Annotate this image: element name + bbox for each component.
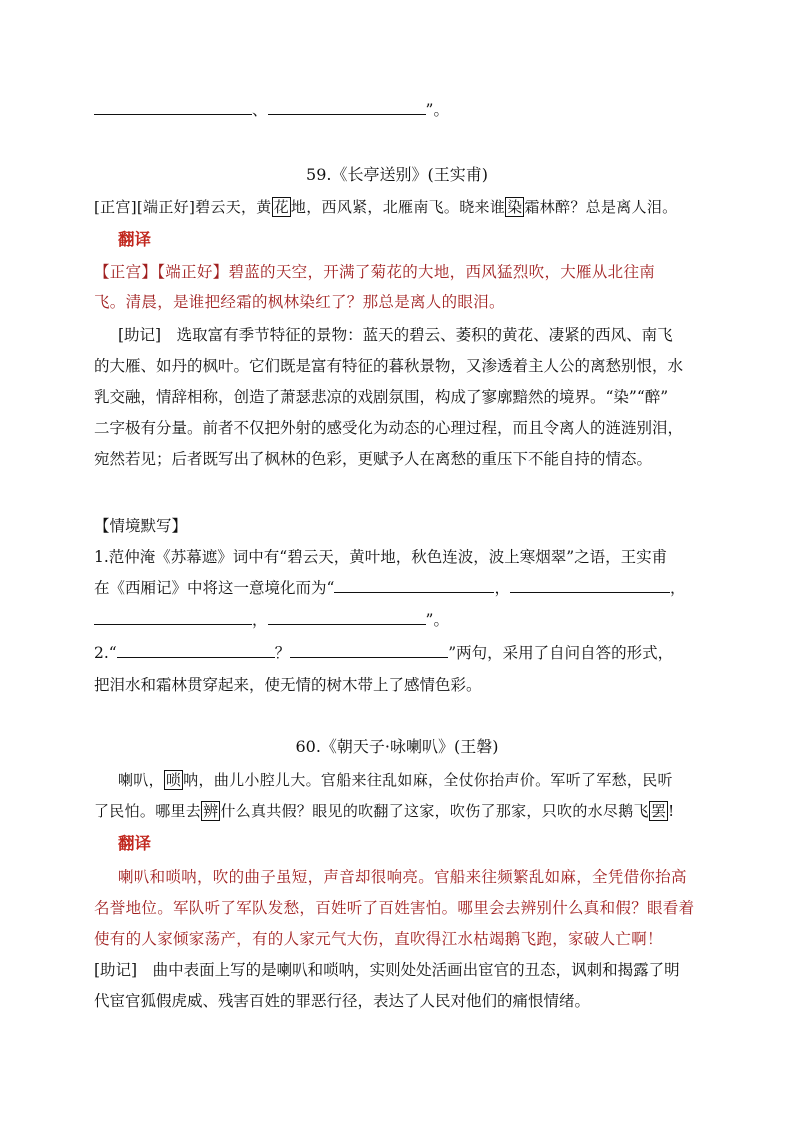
s60-original-text: 喇叭， 唢 呐，曲儿小腔儿大。官船来往乱如麻，全仗你抬声价。军听了军愁，民听 [118,771,673,789]
blank[interactable] [334,578,494,593]
boxed-char: 染 [507,198,523,216]
s60-translation-line: 喇叭和唢呐，吹的曲子虽短，声音却很响亮。官船来往频繁乱如麻，全凭借你抬高 [118,868,687,886]
boxed-char: 花 [273,198,289,216]
question-1-line: 1.范仲淹《苏幕遮》词中有“碧云天，黄叶地，秋色连波，波上寒烟翠”之语，王实甫 [94,548,668,566]
s60-translation-line: 使有的人家倾家荡产，有的人家元气大伤，直吹得江水枯竭鹅飞跑，家破人亡啊！ [94,930,663,948]
s59-translation-line: 飞。清晨，是谁把经霜的枫林染红了？那总是离人的眼泪。 [94,293,505,311]
section-60-title: 60.《朝天子·咏喇叭》(王磐) [295,737,499,756]
blank[interactable] [117,643,275,658]
s60-note-line: [助记] 曲中表面上写的是喇叭和唢呐，实则处处活画出宦官的丑态，讽刺和揭露了明 [94,961,680,979]
boxed-char: 罢 [650,802,667,820]
section-59-title: 59.《长亭送别》(王实甫) [306,165,488,184]
boxed-char: 唢 [165,771,182,789]
blank[interactable] [94,610,252,625]
s59-note-line: 的大雁、如丹的枫叶。它们既是富有特征的暮秋景物，又渗透着主人公的离愁别恨，水 [94,357,684,375]
question-2-line: 2.“ ？ ”两句，采用了自问自答的形式， [94,644,674,662]
s60-original-text: 了民怕。哪里去 辨 什么真共假？眼见的吹翻了这家，吹伤了那家，只吹的水尽鹅飞 罢 ! [94,802,675,820]
blank[interactable] [268,610,426,625]
top-fill-line: 、 ”。 [94,100,449,120]
blank[interactable] [290,643,448,658]
s59-translation-line: 【正宫】【端正好】碧蓝的天空，开满了菊花的大地，西风猛烈吹，大雁从北往南 [94,263,656,281]
s59-note-line: 宛然若见；后者既写出了枫林的色彩，更赋予人在离愁的重压下不能自持的情态。 [94,450,653,468]
dictation-heading: 【情境默写】 [94,517,188,535]
blank[interactable] [94,100,252,115]
s59-note-line: 二字极有分量。前者不仅把外射的感受化为动态的心理过程，而且令离人的涟涟别泪， [94,419,684,437]
s60-translation-line: 名誉地位。军队听了军队发愁，百姓听了百姓害怕。哪里会去辨别什么真和假？眼看着 [94,899,695,917]
s60-translation-heading: 翻译 [118,834,151,853]
boxed-char: 辨 [203,802,219,820]
s59-note-line: 乳交融，情辞相称，创造了萧瑟悲凉的戏剧氛围，构成了寥廓黯然的境界。“染”“醉” [94,388,669,406]
question-1-line: ， ”。 [94,610,449,630]
blank[interactable] [268,100,426,115]
s59-note-line: [助记] 选取富有季节特征的景物：蓝天的碧云、萎积的黄花、凄紧的西风、南飞 [118,326,673,344]
s59-original-text: [正宫][端正好]碧云天，黄 花 地，西风紧，北雁南飞。晓来谁 染 霜林醉？总是离人泪。 [94,198,678,216]
question-2-line: 把泪水和霜林贯穿起来，使无情的树木带上了感情色彩。 [94,676,482,694]
question-1-line: 在《西厢记》中将这一意境化而为“ ， ， [94,579,686,597]
blank[interactable] [510,578,670,593]
s59-translation-heading: 翻译 [118,230,151,249]
s60-note-line: 代宦官狐假虎威、残害百姓的罪恶行径，表达了人民对他们的痛恨情绪。 [94,992,591,1010]
